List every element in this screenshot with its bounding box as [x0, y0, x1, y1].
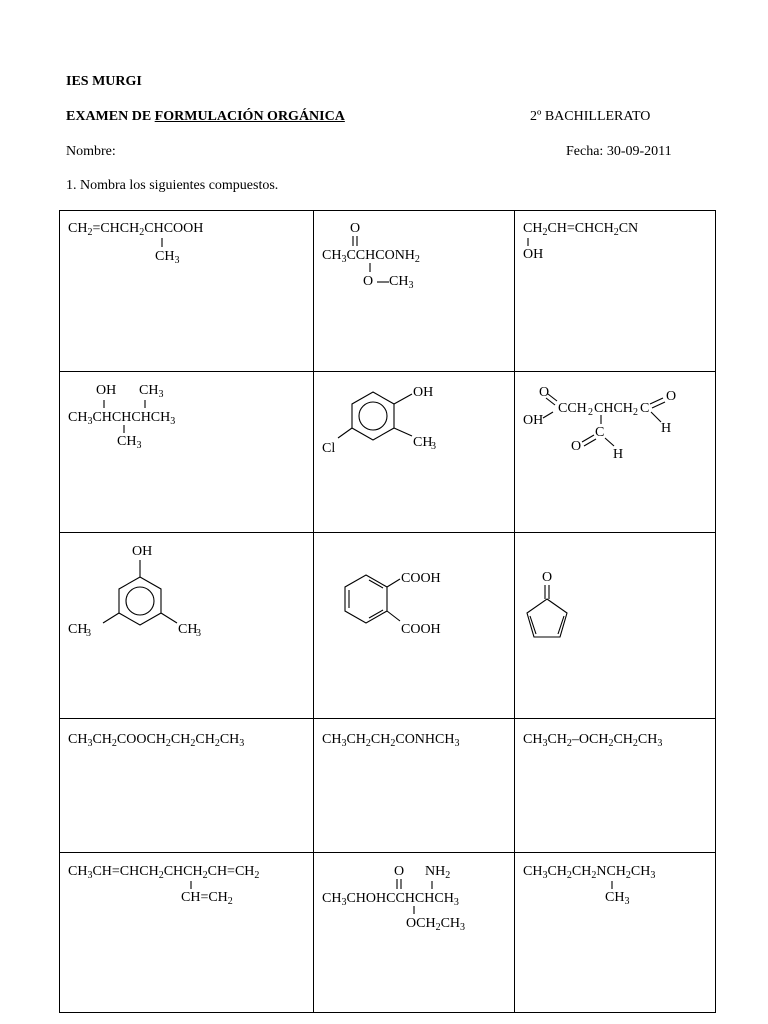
svg-text:H: H	[613, 447, 624, 462]
bond-lines	[515, 853, 716, 1013]
svg-text:OH: OH	[132, 544, 153, 559]
svg-text:Cl: Cl	[322, 441, 336, 456]
svg-text:2: 2	[633, 407, 638, 418]
exam-title	[66, 109, 345, 125]
formula: $CH_3CHCHCHCH_3$	[68, 410, 176, 427]
compound-cell	[60, 719, 314, 853]
compound-cell	[515, 211, 716, 372]
formula: $CH_3CH_2CH_2NCH_2CH_3$	[523, 864, 656, 881]
formula: $CH_2=CHCH_2CHCOOH$	[68, 221, 204, 238]
svg-text:CCH: CCH	[558, 401, 587, 416]
ethoxy-substituent: $OCH_2CH_3$	[406, 916, 466, 933]
course-level: 2º BACHILLERATO	[530, 109, 651, 124]
svg-text:3: 3	[196, 628, 201, 639]
compound-cell	[60, 533, 314, 719]
formula: $CH_3CH_2-OCH_2CH_2CH_3$	[523, 732, 663, 749]
formula-substituent: $CH_3$	[389, 274, 414, 291]
svg-text:O: O	[571, 439, 582, 454]
dimethylphenol-structure	[60, 533, 314, 719]
compound-cell	[314, 533, 515, 719]
benzene-ring-structure	[314, 372, 515, 533]
compound-cell	[515, 719, 716, 853]
compounds-table	[59, 210, 716, 1013]
school-name: IES MURGI	[66, 74, 142, 89]
svg-text:H: H	[661, 421, 672, 436]
svg-text:CH: CH	[413, 435, 433, 450]
compound-cell	[515, 853, 716, 1013]
carbonyl-oxygen: O	[350, 221, 361, 236]
svg-text:C: C	[595, 425, 605, 440]
formula: $CH_3CH=CHCH_2CHCH_2CH=CH_2$	[68, 864, 260, 881]
compound-cell	[314, 211, 515, 372]
bond-lines	[314, 853, 515, 1013]
svg-text:O: O	[539, 385, 550, 400]
methyl-substituent: $CH_3$	[605, 890, 630, 907]
methyl-substituent: $CH_3$	[117, 434, 142, 451]
compound-cell	[60, 372, 314, 533]
question-text: 1. Nombra los siguientes compuestos.	[66, 178, 279, 193]
formula: $CH_2CH=CHCH_2CN$	[523, 221, 639, 238]
compound-cell	[314, 853, 515, 1013]
dialdehyde-acid-structure	[515, 372, 716, 533]
bond-lines	[314, 211, 515, 372]
compound-cell	[60, 211, 314, 372]
formula: $CH_3CH_2CH_2CONHCH_3$	[322, 732, 460, 749]
svg-text:OH: OH	[523, 413, 544, 428]
bond-lines	[60, 372, 314, 533]
carbonyl-oxygen: O	[394, 864, 405, 879]
vinyl-substituent: $CH=CH_2$	[181, 890, 233, 907]
phthalic-acid-structure	[314, 533, 515, 719]
hydroxyl-substituent: OH	[96, 383, 117, 398]
svg-text:OH: OH	[413, 385, 434, 400]
formula: $CH_3CH_2COOCH_2CH_2CH_2CH_3$	[68, 732, 245, 749]
exam-title-prefix: EXAMEN DE	[66, 109, 155, 124]
compound-cell	[60, 853, 314, 1013]
svg-text:C: C	[640, 401, 650, 416]
compound-cell	[314, 372, 515, 533]
name-label: Nombre:	[66, 144, 116, 159]
svg-text:3: 3	[431, 441, 436, 452]
compound-cell	[515, 372, 716, 533]
svg-text:2: 2	[588, 407, 593, 418]
formula: $CH_3CCHCONH_2$	[322, 248, 420, 265]
svg-text:O: O	[542, 570, 553, 585]
bond-lines	[515, 211, 716, 372]
compound-cell	[314, 719, 515, 853]
formula-substituent: O	[363, 274, 374, 289]
exam-subject: FORMULACIÓN ORGÁNICA	[154, 109, 345, 124]
bond-lines	[60, 853, 314, 1013]
bond-lines	[60, 211, 314, 372]
compound-cell	[515, 533, 716, 719]
svg-text:CHCH: CHCH	[594, 401, 633, 416]
cyclopentadienone-structure	[515, 533, 716, 719]
methyl-substituent: $CH_3$	[155, 249, 180, 266]
svg-text:CH: CH	[68, 622, 88, 637]
svg-text:CH: CH	[178, 622, 198, 637]
methyl-substituent: $CH_3$	[139, 383, 164, 400]
hydroxyl-substituent: OH	[523, 247, 544, 262]
amino-substituent: $NH_2$	[425, 864, 451, 881]
svg-text:COOH: COOH	[401, 622, 441, 637]
svg-text:COOH: COOH	[401, 571, 441, 586]
exam-date: Fecha: 30-09-2011	[566, 144, 672, 159]
svg-text:3: 3	[86, 628, 91, 639]
svg-text:O: O	[666, 389, 677, 404]
formula: $CH_3CHOHCCHCHCH_3$	[322, 891, 459, 908]
